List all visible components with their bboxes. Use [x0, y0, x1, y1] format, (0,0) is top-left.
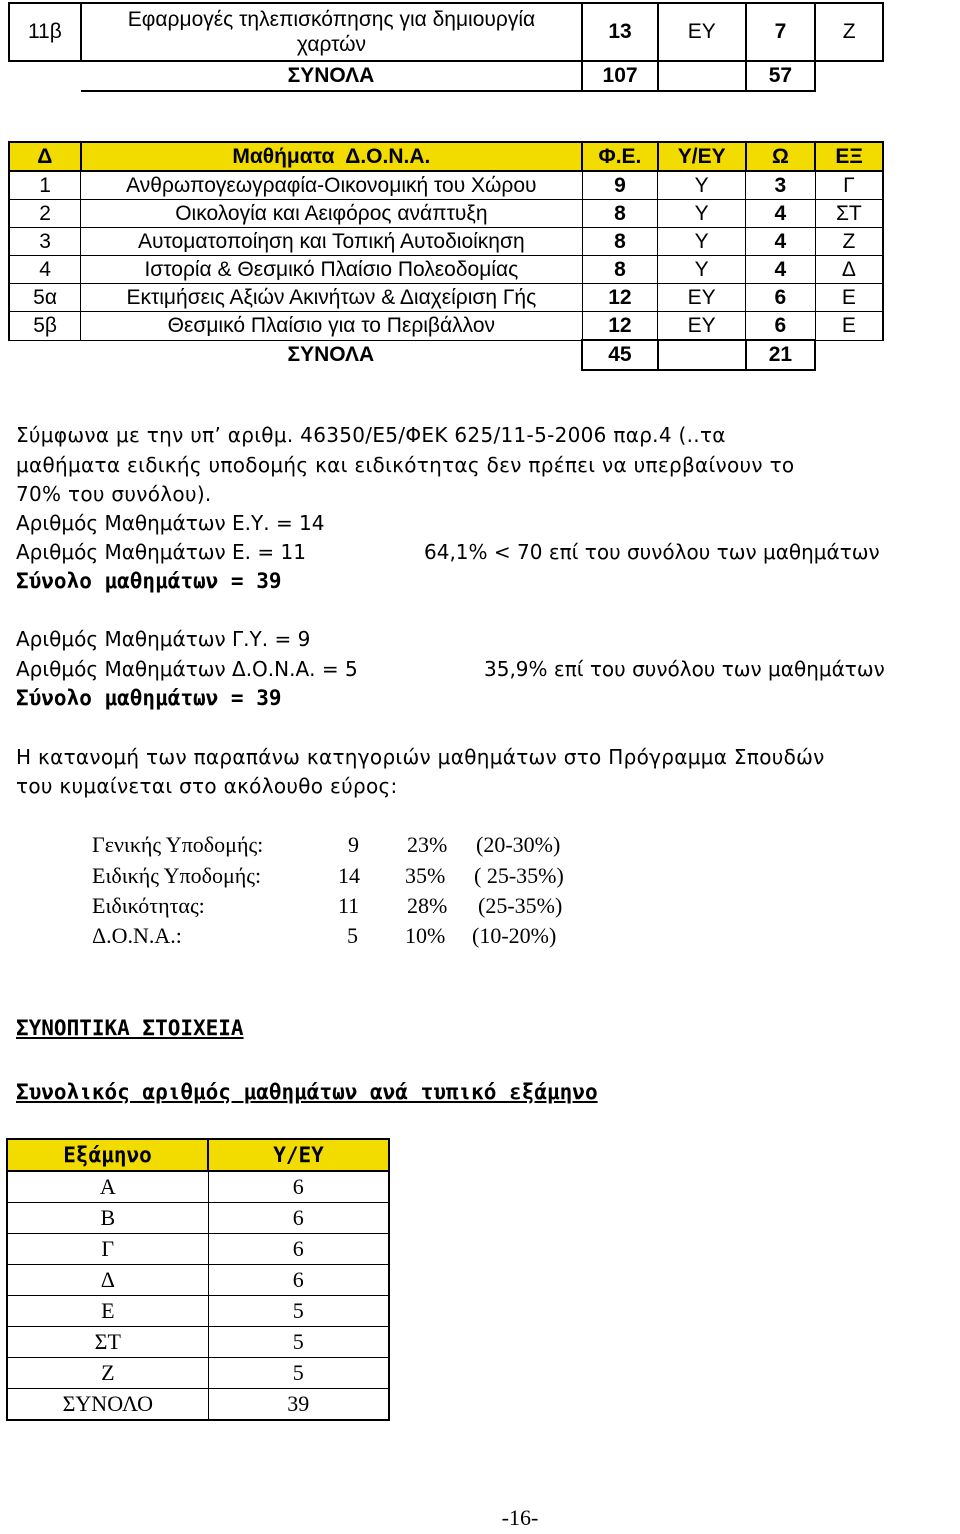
totals-row — [9, 340, 883, 370]
row-num: 4 — [9, 256, 81, 284]
row-course: Αυτοματοποίηση και Τοπική Αυτοδιοίκηση — [81, 228, 582, 256]
summary-heading: ΣΥΝΟΠΤΙΚΑ ΣΤΟΙΧΕΙΑ — [16, 1016, 244, 1040]
table-row — [7, 1358, 389, 1389]
ey-count: Αριθμός Μαθημάτων Ε.Υ. = 14 — [16, 511, 325, 535]
totals-hours: 21 — [746, 340, 816, 370]
row-semester: Ε — [7, 1296, 208, 1327]
dona-count: Αριθμός Μαθημάτων Δ.Ο.Ν.Α. = 5 — [16, 657, 358, 681]
row-semester: ΣΥΝΟΛΟ — [7, 1389, 208, 1421]
row-type: ΕΥ — [658, 312, 746, 341]
row-hours: 4 — [746, 200, 816, 228]
row-count: 6 — [208, 1265, 389, 1296]
row-type: ΕΥ — [658, 284, 746, 312]
row-count: 6 — [208, 1171, 389, 1203]
dist-range: (20-30%) — [476, 832, 561, 857]
table-row — [9, 312, 883, 341]
totals-label: ΣΥΝΟΛΑ — [81, 340, 582, 370]
course-title-line1: Εφαρμογές τηλεπισκόπησης για δημιουργία — [127, 8, 536, 31]
e-count: Αριθμός Μαθημάτων Ε. = 11 — [16, 540, 306, 564]
dist-range: ( 25-35%) — [474, 863, 564, 888]
row-type: Υ — [658, 200, 746, 228]
totals-hours: 107 — [582, 61, 658, 91]
table-row — [7, 1296, 389, 1327]
row-semester: ΣΤ — [7, 1327, 208, 1358]
row-hours: 6 — [746, 284, 816, 312]
row-count: 5 — [208, 1358, 389, 1389]
row-semester: Ζ — [815, 228, 883, 256]
dist-count: 14 — [338, 863, 360, 888]
row-hours: 4 — [746, 228, 816, 256]
e-percentage: 64,1% < 70 επί του συνόλου των μαθημάτων — [424, 540, 880, 564]
row-course: Οικολογία και Αειφόρος ανάπτυξη — [81, 200, 582, 228]
table-row — [9, 200, 883, 228]
course-credits: 7 — [746, 3, 816, 61]
table-row — [7, 1203, 389, 1234]
table-row — [9, 171, 883, 200]
row-semester: Ε — [815, 312, 883, 341]
row-semester: Δ — [815, 256, 883, 284]
dist-pct: 23% — [407, 832, 448, 857]
row-fe: 8 — [582, 200, 658, 228]
row-num: 5β — [9, 312, 81, 341]
semester-summary-table — [6, 1138, 390, 1421]
note-line-3: 70% του συνόλου). — [16, 482, 212, 506]
header-num: Δ — [9, 142, 81, 171]
row-fe: 12 — [582, 284, 658, 312]
table-row — [9, 256, 883, 284]
table-row — [7, 1265, 389, 1296]
courses-table-continuation — [8, 2, 884, 92]
course-title-line2: χαρτών — [296, 33, 367, 56]
totals-fe: 45 — [582, 340, 658, 370]
table-row — [7, 1234, 389, 1265]
course-hours: 13 — [582, 3, 658, 61]
row-semester: Δ — [7, 1265, 208, 1296]
totals-row — [7, 1389, 389, 1421]
table-row — [9, 3, 883, 61]
dona-courses-table — [8, 141, 884, 371]
row-num: 1 — [9, 171, 81, 200]
row-semester: Ζ — [7, 1358, 208, 1389]
dist-label: Γενικής Υποδομής: — [92, 832, 264, 857]
totals-credits: 57 — [746, 61, 816, 91]
row-course: Εκτιμήσεις Αξιών Ακινήτων & Διαχείριση Γής — [81, 284, 582, 312]
row-num: 2 — [9, 200, 81, 228]
table-row — [7, 1327, 389, 1358]
distribution-intro-2: του κυμαίνεται στο ακόλουθο εύρος: — [16, 774, 398, 798]
row-type: Υ — [658, 256, 746, 284]
dist-range: (25-35%) — [478, 893, 563, 918]
row-course: Ιστορία & Θεσμικό Πλαίσιο Πολεοδομίας — [81, 256, 582, 284]
totals-row — [9, 61, 883, 91]
row-semester: Γ — [815, 171, 883, 200]
course-semester: Ζ — [815, 3, 883, 61]
row-fe: 8 — [582, 228, 658, 256]
course-code: 11β — [9, 3, 81, 61]
header-type: Υ/ΕΥ — [208, 1139, 389, 1171]
page-number: -16- — [501, 1505, 539, 1530]
header-semester: ΕΞ — [815, 142, 883, 171]
table-header — [7, 1139, 389, 1171]
dist-count: 11 — [338, 893, 360, 918]
table-row — [7, 1171, 389, 1203]
course-type: ΕΥ — [658, 3, 746, 61]
table-row — [9, 228, 883, 256]
dist-label: Ειδικότητας: — [92, 893, 205, 918]
dist-count: 9 — [348, 832, 359, 857]
row-hours: 3 — [746, 171, 816, 200]
header-courses: Μαθήματα Δ.Ο.Ν.Α. — [81, 142, 582, 171]
dist-label: Ειδικής Υποδομής: — [92, 863, 262, 888]
gy-count: Αριθμός Μαθημάτων Γ.Υ. = 9 — [16, 627, 311, 651]
total-courses-1: Σύνολο μαθημάτων = 39 — [16, 569, 282, 593]
dist-count: 5 — [347, 923, 358, 948]
row-semester: ΣΤ — [815, 200, 883, 228]
row-count: 6 — [208, 1234, 389, 1265]
row-fe: 9 — [582, 171, 658, 200]
row-semester: Β — [7, 1203, 208, 1234]
row-type: Υ — [658, 228, 746, 256]
row-hours: 6 — [746, 312, 816, 341]
row-semester: Ε — [815, 284, 883, 312]
row-fe: 8 — [582, 256, 658, 284]
row-hours: 4 — [746, 256, 816, 284]
row-course: Ανθρωπογεωγραφία-Οικονομική του Χώρου — [81, 171, 582, 200]
totals-label: ΣΥΝΟΛΑ — [81, 61, 582, 91]
note-line-2: μαθήματα ειδικής υποδομής και ειδικότητας δεν πρέπει να υπερβαίνουν το — [16, 453, 795, 477]
dist-pct: 28% — [407, 893, 448, 918]
dist-pct: 35% — [405, 863, 446, 888]
table-header — [9, 142, 883, 171]
row-num: 3 — [9, 228, 81, 256]
dist-label: Δ.Ο.Ν.Α.: — [92, 923, 182, 948]
header-hours: Ω — [746, 142, 816, 171]
row-fe: 12 — [582, 312, 658, 341]
row-semester: Γ — [7, 1234, 208, 1265]
dist-range: (10-20%) — [472, 923, 557, 948]
dona-percentage: 35,9% επί του συνόλου των μαθημάτων — [484, 657, 885, 681]
row-count: 5 — [208, 1327, 389, 1358]
row-count: 39 — [208, 1389, 389, 1421]
row-num: 5α — [9, 284, 81, 312]
row-type: Υ — [658, 171, 746, 200]
row-course: Θεσμικό Πλαίσιο για το Περιβάλλον — [81, 312, 582, 341]
table-row — [9, 284, 883, 312]
row-count: 6 — [208, 1203, 389, 1234]
note-line-1: Σύμφωνα με την υπ’ αριθμ. 46350/Ε5/ΦΕΚ 625/11-5-2006 παρ.4 (..τα — [16, 423, 726, 447]
header-semester: Εξάμηνο — [7, 1139, 208, 1171]
distribution-intro-1: Η κατανομή των παραπάνω κατηγοριών μαθημάτων στο Πρόγραμμα Σπουδών — [16, 745, 825, 769]
header-type: Υ/ΕΥ — [658, 142, 746, 171]
row-count: 5 — [208, 1296, 389, 1327]
course-title — [81, 3, 582, 61]
total-courses-2: Σύνολο μαθημάτων = 39 — [16, 686, 282, 710]
summary-subheading: Συνολικός αριθμός μαθημάτων ανά τυπικό εξάμηνο — [16, 1080, 598, 1104]
header-fe: Φ.Ε. — [582, 142, 658, 171]
row-semester: Α — [7, 1171, 208, 1203]
dist-pct: 10% — [405, 923, 446, 948]
